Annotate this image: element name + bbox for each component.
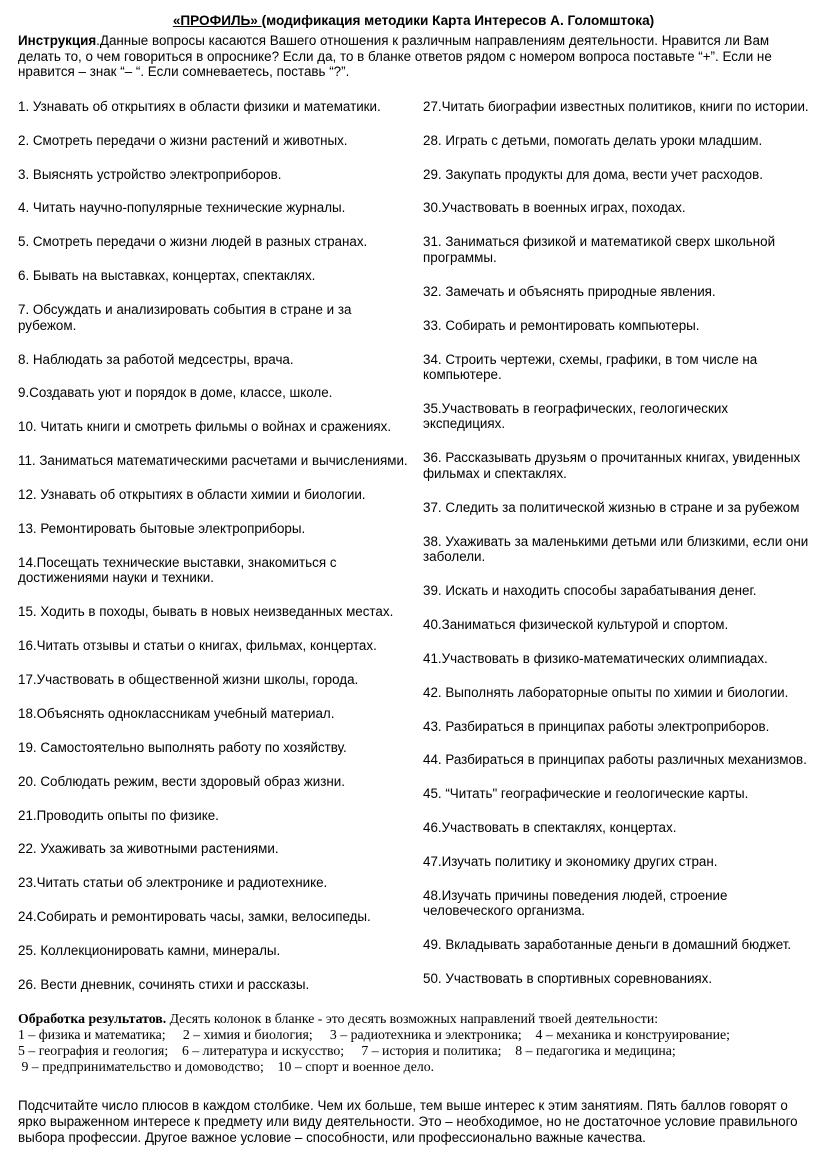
question-item: 29. Закупать продукты для дома, вести учет расходов.: [423, 166, 763, 182]
question-item: 20. Соблюдать режим, вести здоровый образ жизни.: [18, 773, 345, 789]
question-item: 33. Собирать и ремонтировать компьютеры.: [423, 317, 700, 333]
question-item: 49. Вкладывать заработанные деньги в домашний бюджет.: [423, 937, 792, 953]
question-item: 36. Рассказывать друзьям о прочитанных книгах, увиденных фильмах и спектаклях.: [423, 450, 801, 481]
question-item: 13. Ремонтировать бытовые электроприборы.: [18, 520, 306, 536]
question-item: 28. Играть с детьми, помогать делать уроки младшим.: [423, 132, 763, 148]
results-legend-line-2: 5 – география и геология; 6 – литература и искусство; 7 – история и политика; 8 – педагогика и медицина;: [18, 1042, 676, 1058]
question-item: 2. Смотреть передачи о жизни растений и животных.: [18, 132, 348, 148]
question-item: 45. “Читать" географические и геологические карты.: [423, 786, 749, 802]
question-item: 25. Коллекционировать камни, минералы.: [18, 943, 281, 959]
instruction-label: Инструкция: [18, 33, 97, 48]
question-item: 42. Выполнять лабораторные опыты по химии и биологии.: [423, 684, 789, 700]
question-item: 5. Смотреть передачи о жизни людей в разных странах.: [18, 234, 368, 250]
question-item: 34. Строить чертежи, схемы, графики, в том числе на компьютере.: [423, 351, 758, 383]
question-item: 31. Заниматься физикой и математикой сверх школьной программы.: [423, 234, 776, 265]
scoring-note: Подсчитайте число плюсов в каждом столбике. Чем их больше, тем выше интерес к этим занятиям. Пять баллов говорят о ярко выраженном интересе к предмету или виду деятельности. Это – необходимое, но не достаточное условие правильного выбора профессии. Другое важное условие – способности, или профессионально важные качества.: [18, 1097, 798, 1145]
title-name: «ПРОФИЛЬ»: [172, 13, 262, 28]
question-item: 23.Читать статьи об электронике и радиотехнике.: [18, 875, 328, 891]
question-item: 10. Читать книги и смотреть фильмы о войнах и сражениях.: [18, 419, 392, 435]
results-legend-line-1: 1 – физика и математика; 2 – химия и биология; 3 – радиотехника и электроника; 4 – механика и конструирование;: [18, 1026, 730, 1042]
instruction-text: .Данные вопросы касаются Вашего отношения к различным направлениям деятельности. Нравится ли Вам делать то, о чем говориться в опроснике? Если да, то в бланке ответов рядом с номером вопроса поставьте “+”. Если не нравится – знак “– “. Если сомневаетесь, поставь “?”.: [18, 33, 772, 80]
question-item: 9.Создавать уют и порядок в доме, классе, школе.: [18, 385, 333, 401]
question-item: 38. Ухаживать за маленькими детьми или близкими, если они заболели.: [423, 533, 809, 565]
question-item: 35.Участвовать в географических, геологических экспедициях.: [423, 400, 729, 432]
question-item: 39. Искать и находить способы зарабатывания денег.: [423, 582, 757, 598]
question-item: 19. Самостоятельно выполнять работу по хозяйству.: [18, 739, 347, 755]
question-item: 6. Бывать на выставках, концертах, спектаклях.: [18, 268, 316, 284]
results-heading: Обработка результатов.: [18, 1010, 167, 1026]
question-item: 26. Вести дневник, сочинять стихи и рассказы.: [18, 977, 310, 993]
question-item: 3. Выяснять устройство электроприборов.: [18, 166, 282, 182]
results-legend-line-3: 9 – предпринимательство и домоводство; 10 – спорт и военное дело.: [18, 1058, 435, 1074]
question-item: 7. Обсуждать и анализировать события в стране и за рубежом.: [18, 302, 352, 333]
question-item: 24.Собирать и ремонтировать часы, замки, велосипеды.: [18, 909, 371, 925]
question-item: 47.Изучать политику и экономику других стран.: [423, 854, 718, 870]
question-item: 16.Читать отзывы и статьи о книгах, фильмах, концертах.: [18, 638, 377, 654]
question-item: 46.Участвовать в спектаклях, концертах.: [423, 820, 677, 836]
question-item: 21.Проводить опыты по физике.: [18, 807, 219, 823]
question-item: 37. Следить за политической жизнью в стране и за рубежом: [423, 499, 800, 515]
results-section: [18, 1011, 809, 1075]
title-subtitle: (модификация методики Карта Интересов А. Голомштока): [261, 13, 655, 28]
question-item: 30.Участвовать в военных играх, походах.: [423, 200, 686, 216]
question-item: 15. Ходить в походы, бывать в новых неизведанных местах.: [18, 604, 394, 620]
results-intro-paragraph: [18, 1011, 809, 1027]
page-title: [18, 12, 809, 29]
questions-column-left: [18, 99, 412, 1011]
question-item: 41.Участвовать в физико-математических олимпиадах.: [423, 650, 768, 666]
question-item: 11. Заниматься математическими расчетами и вычислениями.: [18, 453, 408, 469]
question-item: 1. Узнавать об открытиях в области физики и математики.: [18, 98, 381, 114]
questions-columns: [18, 99, 809, 1011]
question-item: 40.Заниматься физической культурой и спортом.: [423, 616, 729, 632]
question-item: 50. Участвовать в спортивных соревнованиях.: [423, 971, 713, 987]
questions-column-right: [423, 99, 809, 1005]
question-item: 4. Читать научно-популярные технические журналы.: [18, 200, 346, 216]
question-item: 17.Участвовать в общественной жизни школы, города.: [18, 672, 359, 688]
question-item: 8. Наблюдать за работой медсестры, врача.: [18, 351, 294, 367]
question-item: 22. Ухаживать за животными растениями.: [18, 841, 279, 857]
question-item: 14.Посещать технические выставки, знакомиться с достижениями науки и техники.: [18, 554, 337, 586]
question-item: 44. Разбираться в принципах работы различных механизмов.: [423, 752, 807, 768]
question-item: 43. Разбираться в принципах работы электроприборов.: [423, 718, 770, 734]
instruction-paragraph: [18, 33, 809, 80]
question-item: 27.Читать биографии известных политиков, книги по истории.: [423, 98, 809, 114]
question-item: 18.Объяснять одноклассникам учебный материал.: [18, 705, 335, 721]
question-item: 48.Изучать причины поведения людей, строение человеческого организма.: [423, 887, 728, 919]
question-item: 32. Замечать и объяснять природные явления.: [423, 283, 716, 299]
results-intro-text: Десять колонок в бланке - это десять возможных направлений твоей деятельности:: [166, 1010, 659, 1026]
question-item: 12. Узнавать об открытиях в области химии и биологии.: [18, 487, 366, 503]
